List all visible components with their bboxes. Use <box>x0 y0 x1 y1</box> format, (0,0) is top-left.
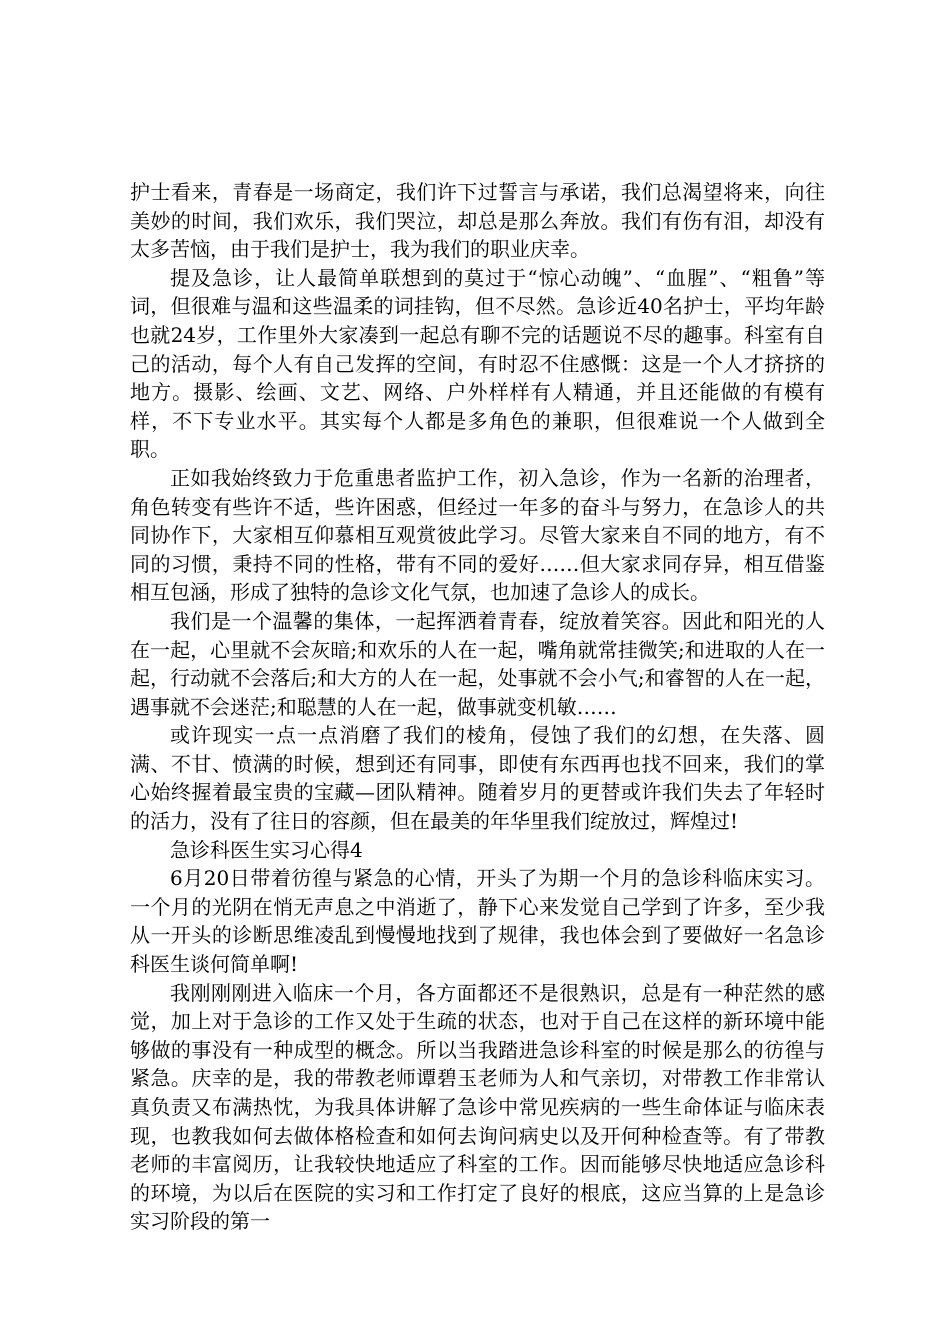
paragraph-4: 我们是一个温馨的集体，一起挥洒着青春，绽放着笑容。因此和阳光的人在一起，心里就不会灰暗;和欢乐的人在一起，嘴角就常挂微笑;和进取的人在一起，行动就不会落后;和大方的人在一起，处事就不会小气;和睿智的人在一起，遇事就不会迷茫;和聪慧的人在一起，做事就变机敏…… <box>130 608 825 719</box>
paragraph-2: 提及急诊，让人最简单联想到的莫过于“惊心动魄”、“血腥”、“粗鲁”等词，但很难与温和这些温柔的词挂钩，但不尽然。急诊近40名护士，平均年龄也就24岁，工作里外大家凑到一起总有聊不完的话题说不尽的趣事。科室有自己的活动，每个人有自己发挥的空间，有时忍不住感慨：这是一个人才挤挤的地方。摄影、绘画、文艺、网络、户外样样有人精通，并且还能做的有模有样，不下专业水平。其实每个人都是多角色的兼职，但很难说一个人做到全职。 <box>130 265 825 462</box>
paragraph-6: 6月20日带着彷徨与紧急的心情，开头了为期一个月的急诊科临床实习。一个月的光阴在悄无声息之中消逝了，静下心来发觉自己学到了许多，至少我从一开头的诊断思维凌乱到慢慢地找到了规律，我也体会到了要做好一名急诊科医生谈何简单啊! <box>130 866 825 977</box>
paragraph-1: 护士看来，青春是一场商定，我们许下过誓言与承诺，我们总渴望将来，向往美妙的时间，我们欢乐，我们哭泣，却总是那么奔放。我们有伤有泪，却没有太多苦恼，由于我们是护士，我为我们的职业庆幸。 <box>130 180 825 262</box>
paragraph-7: 我刚刚刚进入临床一个月，各方面都还不是很熟识，总是有一种茫然的感觉，加上对于急诊的工作又处于生疏的状态，也对于自己在这样的新环境中能够做的事没有一种成型的概念。所以当我踏进急诊科室的时候是那么的彷徨与紧急。庆幸的是，我的带教老师谭碧玉老师为人和气亲切，对带教工作非常认真负责又布满热忱，为我具体讲解了急诊中常见疾病的一些生命体证与临床表现，也教我如何去做体格检查和如何去询问病史以及开何种检查等。有了带教老师的丰富阅历，让我较快地适应了科室的工作。因而能够尽快地适应急诊科的环境，为以后在医院的实习和工作打定了良好的根底，这应当算的上是急诊实习阶段的第一 <box>130 980 825 1234</box>
paragraph-5: 或许现实一点一点消磨了我们的棱角，侵蚀了我们的幻想，在失落、圆满、不甘、愤满的时候，想到还有同事，即使有东西再也找不回来，我们的掌心始终握着最宝贵的宝藏—团队精神。随着岁月的更替或许我们失去了年轻时的活力，没有了往日的容颜，但在最美的年华里我们绽放过，辉煌过! <box>130 723 825 834</box>
document-body <box>130 178 825 1236</box>
paragraph-3: 正如我始终致力于危重患者监护工作，初入急诊，作为一名新的治理者，角色转变有些许不适，些许困惑，但经过一年多的奋斗与努力，在急诊人的共同协作下，大家相互仰慕相互观赏彼此学习。尽管大家来自不同的地方，有不同的习惯，秉持不同的性格，带有不同的爱好……但大家求同存异，相互借鉴相互包涵，形成了独特的急诊文化气氛，也加速了急诊人的成长。 <box>130 465 825 605</box>
section-heading: 急诊科医生实习心得4 <box>170 837 363 862</box>
